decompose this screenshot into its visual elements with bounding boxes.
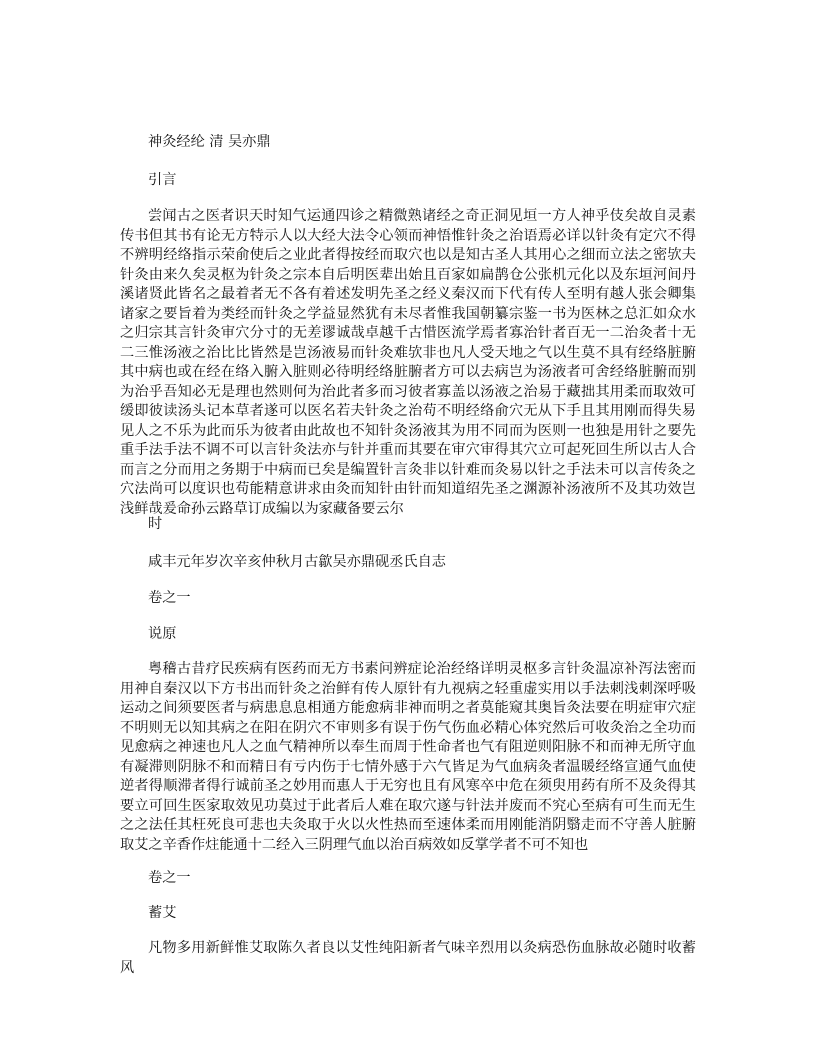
volume-heading-2: 卷之一 <box>148 870 191 886</box>
volume-heading-1: 卷之一 <box>148 590 191 606</box>
introduction-body: 尝闻古之医者识天时知气运通四诊之精微熟诸经之奇正洞见垣一方人神乎伎矣故自灵素传书但其书有论无方特示人以大经大法令心领而神悟惟针灸之治语焉必详以针灸有定穴不得不辨明经络指示荣俞使后之业此者得按经而取穴也以是知古圣人其用心之细而立法之密欤夫针灸由来久矣灵枢为针灸之宗本自后明医辈出始且百家如扁鹊仓公张机元化以及东垣河间丹溪诸贤此皆名之最着者无不各有着述发明先圣之经义秦汉而下代有传人至明有越人张会卿集诸家之要旨着为类经而针灸之学益显然犹有未尽者惟我国朝纂宗鉴一书为医林之总汇如众水之归宗其言针灸审穴分寸的无差谬诚哉卓越千古惜医流学焉者寡治针者百无一二治灸者十无二三惟汤液之治比比皆然是岂汤液易而针灸难欤非也凡人受天地之气以生莫不具有经络脏腑其中病也或在经在络入腑入脏则必待明经络脏腑者方可以去病岂为汤液者可舍经络脏腑而别为治乎吾知必无是理也然则何为治此者多而习彼者寡盖以汤液之治易于藏拙其用柔而取效可缓即彼读汤头记本草者遂可以医名若夫针灸之治苟不明经络俞穴无从下手且其用刚而得失易见人之不乐为此而乐为彼者由此故也不知针灸汤液其为用不同而为医则一也独是用针之要先重手法手法不调不可以言针灸法亦与针并重而其要在审穴审得其穴立可起死回生所以古人合而言之分而用之务期于中病而已矣是编置针言灸非以针难而灸易以针之手法未可以言传灸之穴法尚可以度识也苟能精意讲求由灸而知针由针而知道绍先圣之渊源补汤液所不及其功效岂浅鲜哉爰命孙云路草订成编以为家藏备要云尔 <box>120 208 696 517</box>
section-heading-xuai: 蓄艾 <box>148 905 177 921</box>
signature-line: 咸丰元年岁次辛亥仲秋月古歙吴亦鼎砚丞氏自志 <box>148 554 446 570</box>
section-body-shuoyuan: 粤稽古昔疗民疾病有医药而无方书素问辨症论治经络详明灵枢多言针灸温凉补泻法密而用神自秦汉以下方书出而针灸之治鲜有传人原针有九视病之轻重虚实用以手法刺浅刺深呼吸运动之间须要医者与病患息息相通方能愈病非神而明之者莫能窥其奥旨灸法要在明症审穴症不明则无以知其病之在阳在阴穴不审则多有误于伤气伤血必精心体究然后可收灸治之全功而见愈病之神速也凡人之血气精神所以奉生而周于性命者也气有阻逆则阳脉不和而神无所守血有凝滞则阴脉不和而精日有亏内伤于七情外感于六气皆足为气血病灸者温暖经络宣通气血使逆者得顺滞者得行诚前圣之妙用而惠人于无穷也且有风寒卒中危在须臾用药有所不及灸得其要立可回生医家取效见功莫过于此者后人难在取穴遂与针法并废而不究心至病有可生而无生之之法任其枉死良可悲也夫灸取于火以火性热而至速体柔而用刚能消阴翳走而不守善人脏腑取艾之辛香作炷能通十二经入三阴理气血以治百病效如反掌学者不可不知也 <box>120 661 696 853</box>
time-label: 时 <box>148 516 163 532</box>
section-body-xuai: 凡物多用新鲜惟艾取陈久者良以艾性纯阳新者气味辛烈用以灸病恐伤血脉故必随时收蓄风 <box>120 940 696 976</box>
introduction-heading: 引言 <box>148 172 177 188</box>
section-heading-shuoyuan: 说原 <box>148 626 177 642</box>
title-line: 神灸经纶 清 吴亦鼎 <box>148 134 271 150</box>
